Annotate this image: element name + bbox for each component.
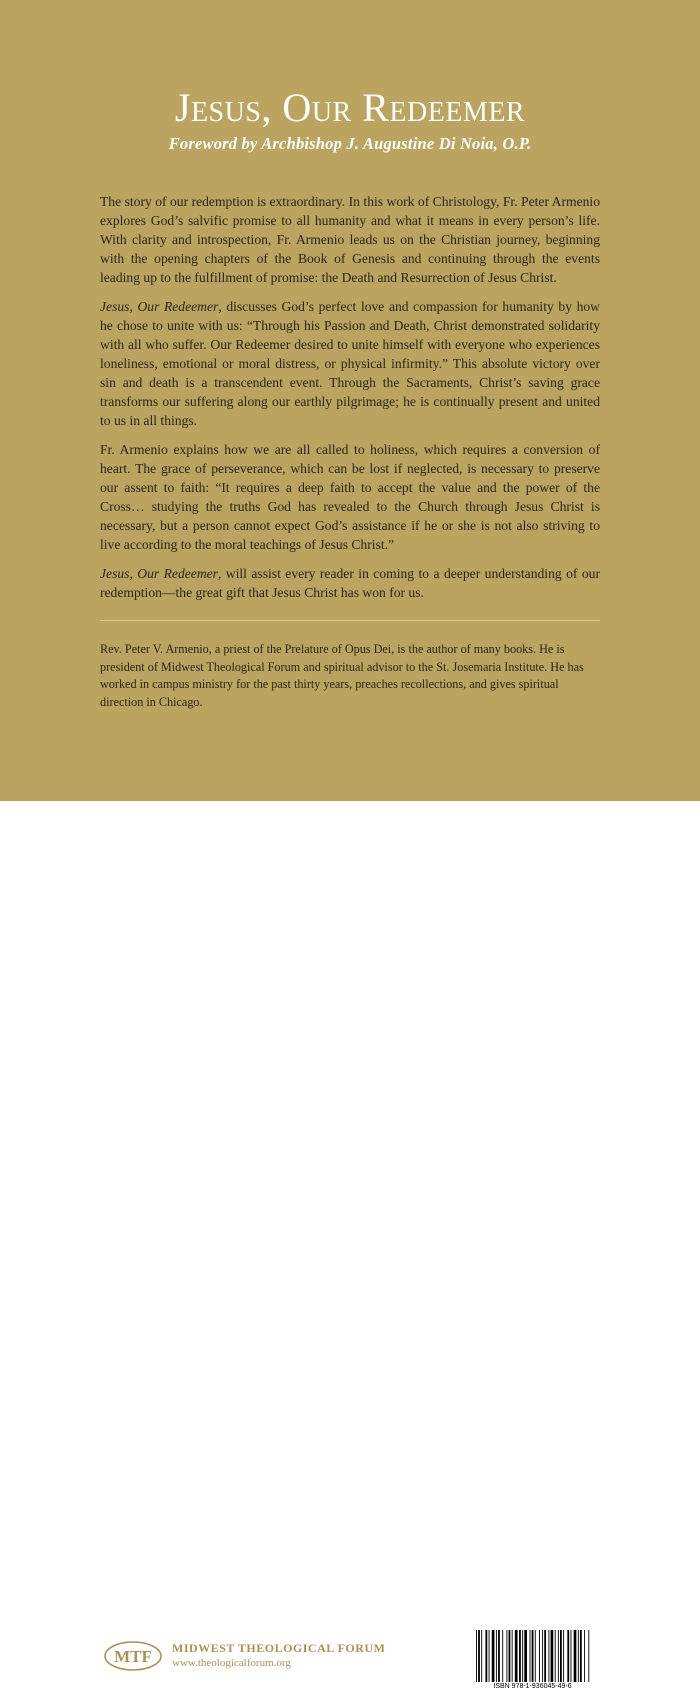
- publisher-name: MIDWEST THEOLOGICAL FORUM: [172, 1641, 386, 1655]
- barcode-bar: [489, 1630, 490, 1682]
- paragraph-4: Jesus, Our Redeemer, will assist every reader in coming to a deeper understanding of our redemption—the great gift that Jesus Christ has won for us.: [100, 566, 600, 600]
- barcode-bar: [548, 1630, 549, 1682]
- isbn-text: ISBN 978-1-936045-49-6: [493, 1683, 572, 1690]
- barcode-bar: [515, 1630, 518, 1682]
- title-reference: Jesus, Our Redeemer: [100, 566, 218, 581]
- barcode-bar: [509, 1630, 511, 1682]
- barcode-bar: [476, 1630, 477, 1682]
- barcode-bar: [498, 1630, 500, 1682]
- barcode-bar: [551, 1630, 554, 1682]
- barcode-bar: [506, 1630, 507, 1682]
- barcode-bar: [530, 1630, 531, 1682]
- barcode-bar: [539, 1630, 540, 1682]
- paragraph-1: The story of our redemption is extraordinary. In this work of Christology, Fr. Peter Armenio explores God’s salvific promise to all humanity and what it means in every person’s life. With clarity and introspection, Fr. Armenio leads us on the Christian journey, beginning with the opening chapters of the Book of Genesis and continuing through the events leading up to the fulfillment of promise: the Death and Resurrection of Jesus Christ.: [100, 194, 600, 285]
- gold-panel: [0, 0, 700, 801]
- author-bio: Rev. Peter V. Armenio, a priest of the Prelature of Opus Dei, is the author of many books. He is president of Midwest Theological Forum and spiritual advisor to the St. Josemaria Institute. He has worked in campus ministry for the past thirty years, preaches recollections, and gives spiritual direction in Chicago.: [100, 642, 584, 709]
- publisher-url: www.theologicalforum.org: [172, 1657, 291, 1669]
- paragraph-3: Fr. Armenio explains how we are all called to holiness, which requires a conversion of heart. The grace of perseverance, which can be lost if neglected, is necessary to preserve our assent to faith: “It requires a deep faith to accept the value and the power of the Cross… studying the truths God has revealed to the Church through Jesus Christ is necessary, but a person cannot expect God’s assistance if he or she is not also striving to live according to the moral teachings of Jesus Christ.”: [100, 442, 600, 552]
- barcode-bar: [492, 1630, 495, 1682]
- barcode-bar: [560, 1630, 562, 1682]
- barcode-bar: [481, 1630, 482, 1682]
- barcode-bar: [578, 1630, 579, 1682]
- barcode-bar: [485, 1630, 487, 1682]
- barcode-bar: [574, 1630, 577, 1682]
- publisher-strip: [0, 801, 700, 1690]
- barcode-bar: [584, 1630, 585, 1682]
- barcode-bar: [519, 1630, 521, 1682]
- paragraph-2: Jesus, Our Redeemer, discusses God’s perfect love and compassion for humanity by how he chose to unite with us: “Through his Passion and Death, Christ demonstrated solidarity with all who suffer. Our Redeemer desired to unite himself with everyone who experiences loneliness, emotional or moral distress, or physical infirmity.” This absolute victory over sin and death is a transcendent event. Through the Sacraments, Christ’s saving grace transforms our suffering along our earthly pilgrimage; he is continually present and united to us in all things.: [100, 299, 601, 428]
- barcode-bar: [555, 1630, 556, 1682]
- barcode-bar: [542, 1630, 543, 1682]
- barcode-bar: [558, 1630, 559, 1682]
- barcode-icon: [474, 1630, 591, 1684]
- barcode-bar: [532, 1630, 534, 1682]
- barcode-bar: [567, 1630, 569, 1682]
- barcode-bar: [588, 1630, 589, 1682]
- barcode-bar: [522, 1630, 523, 1682]
- barcode-bar: [580, 1630, 582, 1682]
- barcode-bar: [496, 1630, 497, 1682]
- description: [100, 192, 600, 612]
- barcode-bar: [563, 1630, 564, 1682]
- mtf-logo-icon: [103, 1640, 163, 1672]
- barcode-bar: [524, 1630, 527, 1682]
- barcode-bar: [478, 1630, 480, 1682]
- logo-text: MTF: [114, 1647, 152, 1666]
- title-reference: Jesus, Our Redeemer: [100, 299, 219, 314]
- barcode-bar: [544, 1630, 546, 1682]
- book-title: Jesus, Our Redeemer: [174, 85, 526, 130]
- barcode-bar: [571, 1630, 572, 1682]
- foreword-credit: Foreword by Archbishop J. Augustine Di Noia, O.P.: [168, 134, 532, 153]
- barcode-bar: [512, 1630, 513, 1682]
- barcode-bar: [502, 1630, 503, 1682]
- divider: [100, 620, 600, 621]
- barcode-bar: [535, 1630, 536, 1682]
